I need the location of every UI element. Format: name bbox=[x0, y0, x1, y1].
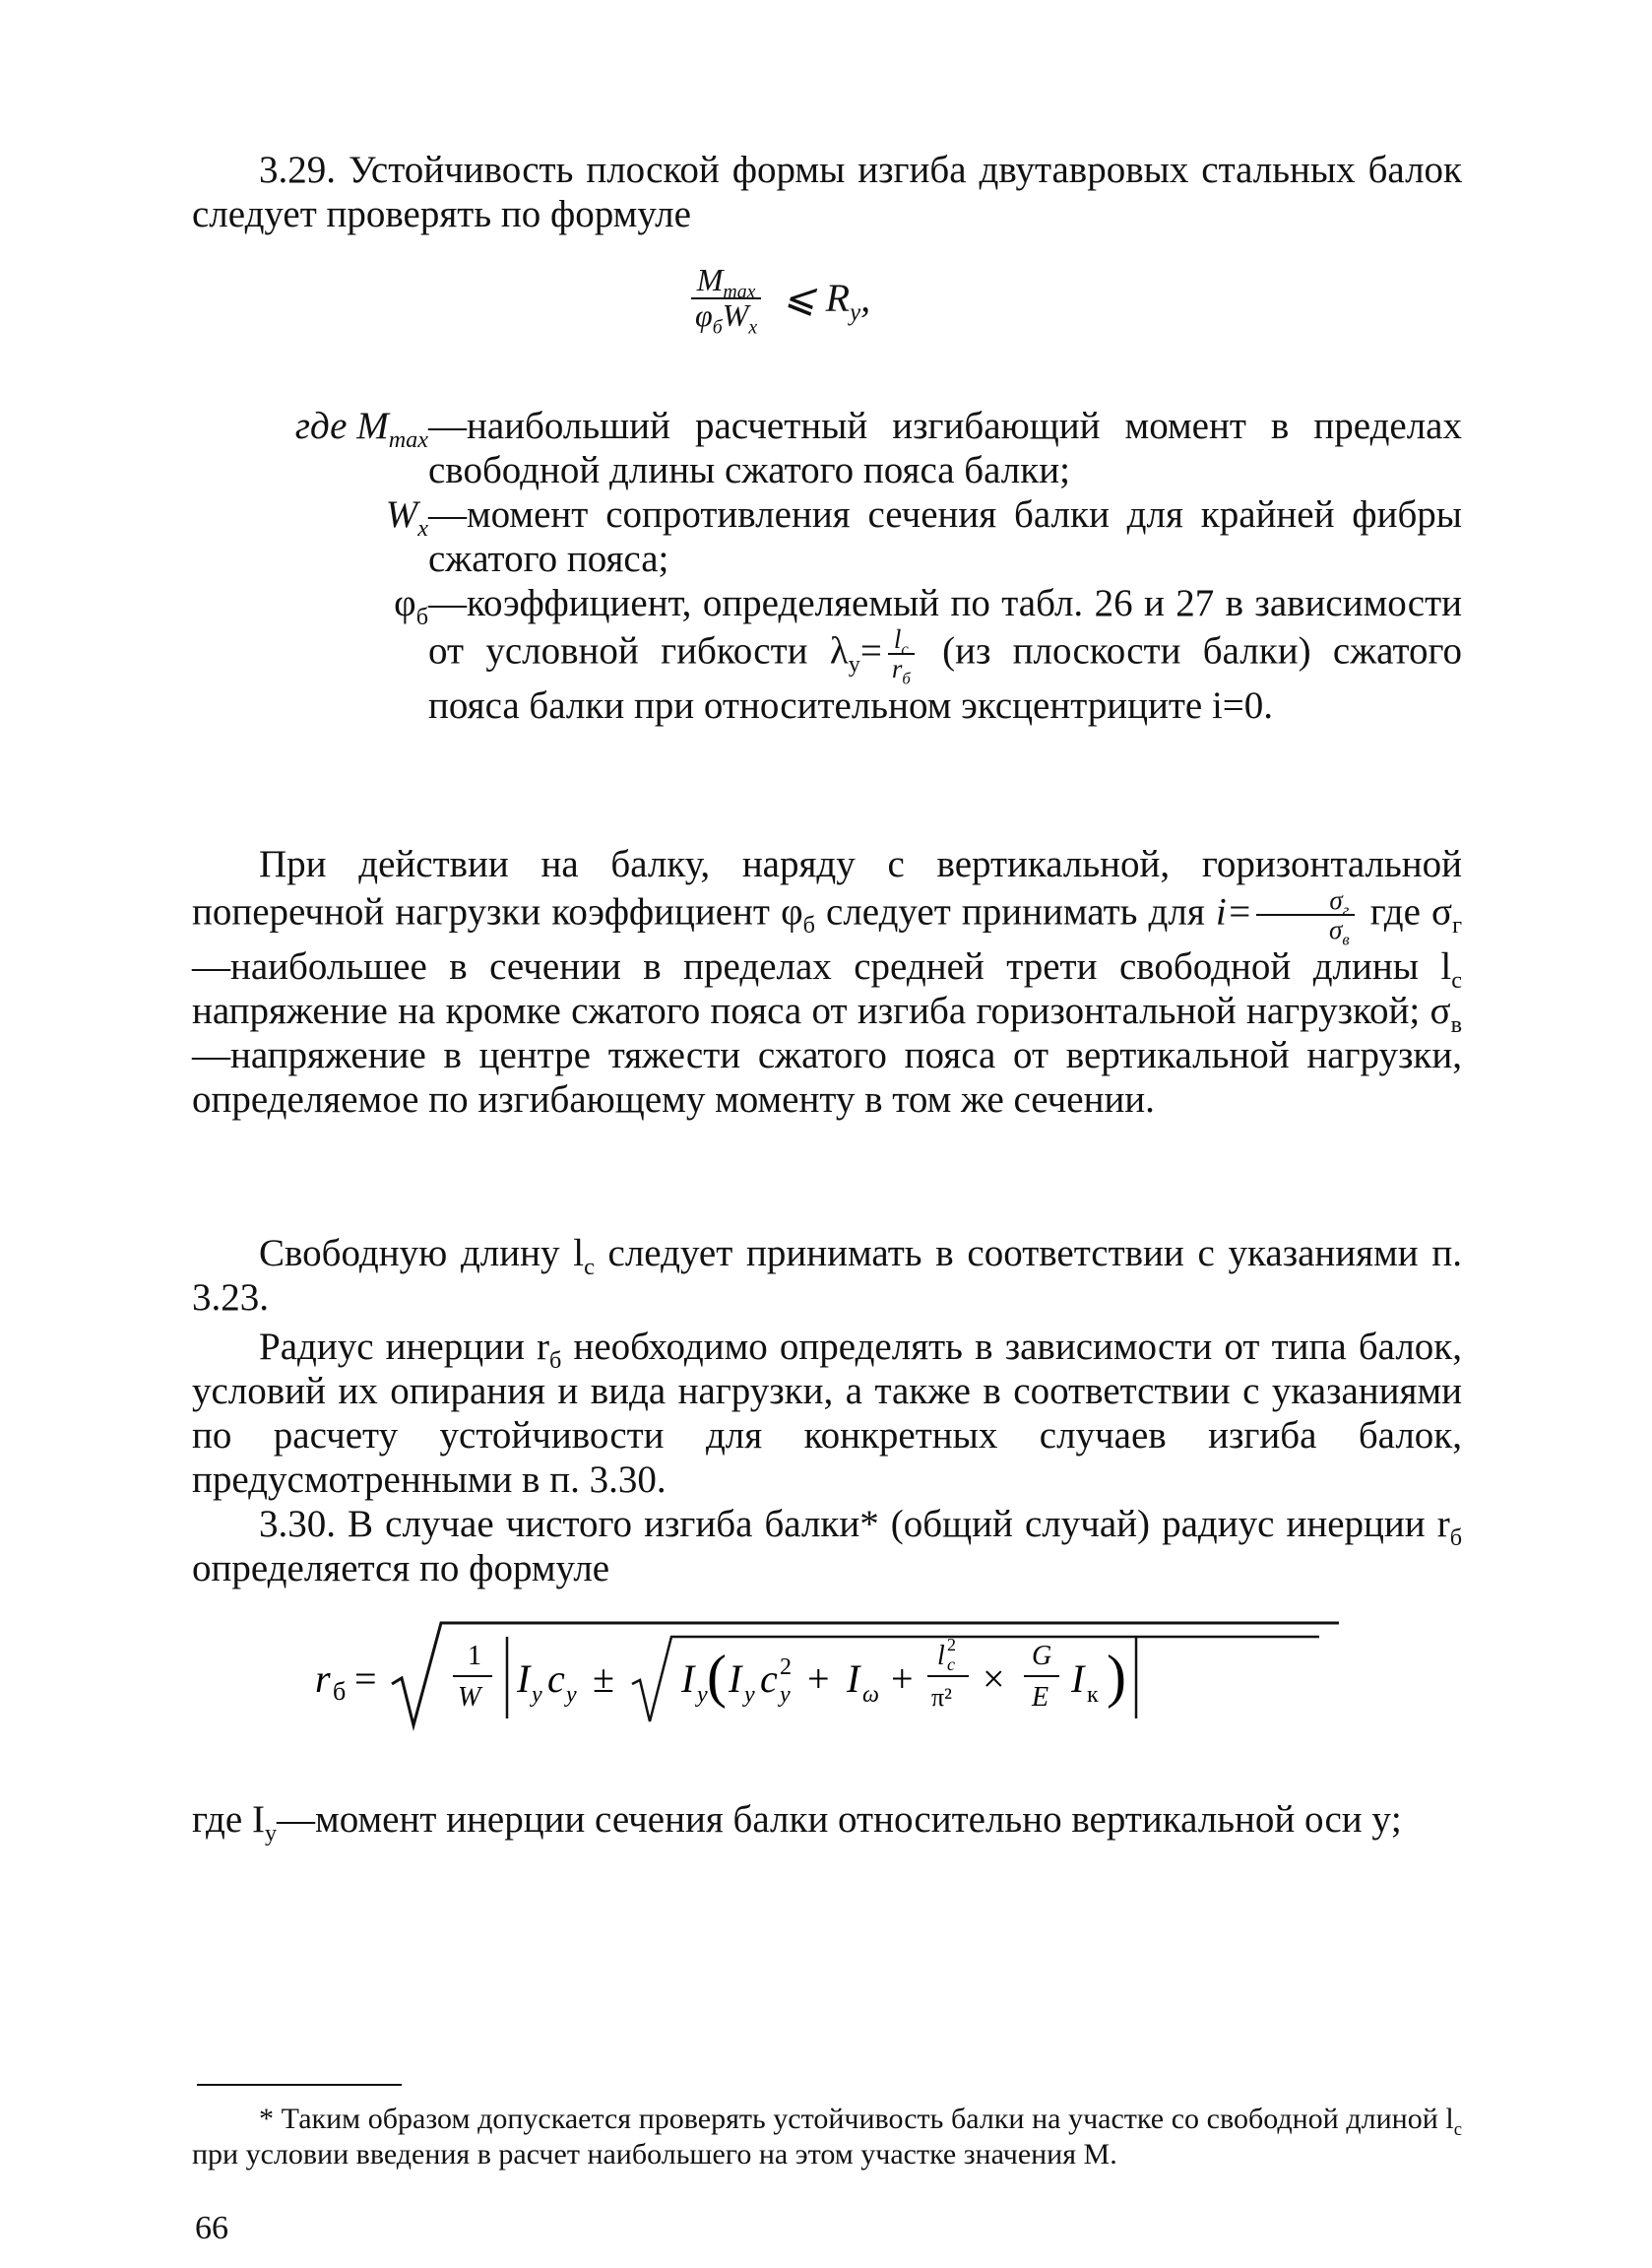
definitions-list bbox=[192, 404, 1462, 728]
term-cy2-sub: y bbox=[780, 1682, 791, 1708]
stress-ratio-fraction: $\frac{\sigma_г}{\sigma_в}$ bbox=[1256, 886, 1356, 944]
slenderness-fraction: $\frac{l_c}{r_б}$ bbox=[886, 625, 917, 683]
term-cy2: c bbox=[760, 1656, 778, 1701]
definition-text: —момент сопротивления сечения балки для крайней фибры сжатого пояса; bbox=[428, 493, 1462, 580]
outer-radical bbox=[392, 1623, 1339, 1725]
formula-stability-numerator: $M_{max}$ bbox=[691, 264, 762, 299]
paragraph-radius-of-gyration: Радиус инерции $r_б$ необходимо определять в зависимости от типа балок, условий их опирания и вида нагрузки, а также в соответствии с указаниями по расчету устойчивости для конкретных случаев изгиба балок, предусмотренными в п. 3.30. bbox=[192, 1326, 1462, 1501]
frac2-denominator: π² bbox=[931, 1683, 952, 1712]
plus-1: + bbox=[807, 1656, 830, 1701]
formula-equals: = bbox=[354, 1656, 377, 1701]
definition-wx bbox=[192, 492, 1462, 581]
formula-lhs: r bbox=[315, 1656, 331, 1701]
term-Iy-sub: y bbox=[532, 1682, 542, 1708]
plus-2: + bbox=[891, 1656, 914, 1701]
definition-mmax bbox=[192, 404, 1462, 492]
frac1-numerator: 1 bbox=[468, 1641, 481, 1671]
term-cy-sub: y bbox=[566, 1682, 577, 1708]
definition-text: —коэффициент, определяемый по табл. 26 и 27 в зависимости от условной гибкости $\lambda_y=$ $\frac{l_c}{r_б}$ (из плоскости балки) сжатого пояса балки при относительном эксцентриците i=0. bbox=[428, 582, 1462, 727]
formula-stability-relation: ⩽ $R_y$, bbox=[783, 276, 871, 327]
formula-stability-denominator: $\varphi_бW_x$ bbox=[695, 296, 758, 338]
frac1-denominator: W bbox=[458, 1682, 481, 1713]
paragraph-horizontal-load: При действии на балку, наряду с вертикальной, горизонтальной поперечной нагрузки коэффициент $\varphi_б$ следует принимать для i= $\frac{\sigma_г}{\sigma_в}$ где $\sigma_г—наибольшее$ в сечении в пределах средней трети свободной длины $l_c$ напряжение на кромке сжатого пояса от изгиба горизонтальной нагрузкой; $\sigma_в—напряжение$ в центре тяжести сжатого пояса от вертикальной нагрузки, определяемое по изгибающему моменту в том же сечении. bbox=[192, 843, 1462, 1121]
frac3-denominator: E bbox=[1032, 1682, 1049, 1713]
paragraph-free-length: Свободную длину $l_c$ следует принимать в соответствии с указаниями п. 3.23. bbox=[192, 1232, 1462, 1319]
definition-symbol: $\varphi_б$ bbox=[394, 582, 428, 630]
term-Iw-sub: ω bbox=[862, 1682, 879, 1708]
definition-symbol: где $I_y$ bbox=[192, 1798, 278, 1847]
term-cy2-sup: 2 bbox=[780, 1654, 792, 1680]
times: × bbox=[983, 1656, 1005, 1701]
definition-symbol: $W_x$ bbox=[385, 493, 428, 542]
term-Iy3-sub: y bbox=[744, 1682, 755, 1708]
term-Iy3: I bbox=[729, 1656, 742, 1701]
frac2-numerator: l bbox=[937, 1641, 945, 1671]
term-Ik: I bbox=[1071, 1656, 1085, 1701]
definition-symbol: где $M_{max}$ bbox=[294, 405, 428, 453]
footnote: * Таким образом допускается проверять устойчивость балки на участке со свободной длиной $l_c$ при условии введения в расчет наибольшего на этом участке значения M. bbox=[192, 2103, 1462, 2171]
formula-stability bbox=[685, 262, 871, 338]
term-Iw: I bbox=[847, 1656, 860, 1701]
formula-stability-fraction bbox=[689, 262, 763, 338]
term-Iy: I bbox=[517, 1656, 531, 1701]
section-3-30: 3.30. В случае чистого изгиба балки* (общий случай) радиус инерции $r_б$ определяется по формуле bbox=[192, 1503, 1462, 1589]
plus-minus: ± bbox=[593, 1656, 614, 1701]
frac2-numerator-sub: c bbox=[947, 1654, 955, 1674]
section-3-29 bbox=[192, 148, 1462, 236]
definition-text: —наибольший расчетный изгибающий момент в пределах свободной длины сжатого пояса балки; bbox=[428, 405, 1462, 491]
page-number: 66 bbox=[195, 2210, 228, 2246]
paren-open: ( bbox=[707, 1644, 727, 1709]
paren-close: ) bbox=[1107, 1644, 1126, 1709]
frac2-numerator-sup: 2 bbox=[947, 1635, 956, 1654]
definition-text: —момент инерции сечения балки относительно вертикальной оси y; bbox=[277, 1798, 1402, 1841]
term-Ik-sub: к bbox=[1087, 1682, 1099, 1708]
frac3-numerator: G bbox=[1032, 1641, 1052, 1671]
section-3-29-text: 3.29. Устойчивость плоской формы изгиба двутавровых стальных балок следует проверять по формуле bbox=[192, 149, 1462, 235]
term-cy: c bbox=[547, 1656, 565, 1701]
term-Iy2-sub: y bbox=[697, 1682, 708, 1708]
formula-lhs-sub: б bbox=[333, 1677, 347, 1706]
definition-phi bbox=[192, 581, 1462, 728]
definition-iy bbox=[192, 1797, 1462, 1847]
formula-radius-svg bbox=[315, 1615, 1349, 1733]
term-Iy2: I bbox=[681, 1656, 695, 1701]
formula-radius bbox=[315, 1615, 1349, 1733]
footnote-rule bbox=[197, 2084, 402, 2086]
